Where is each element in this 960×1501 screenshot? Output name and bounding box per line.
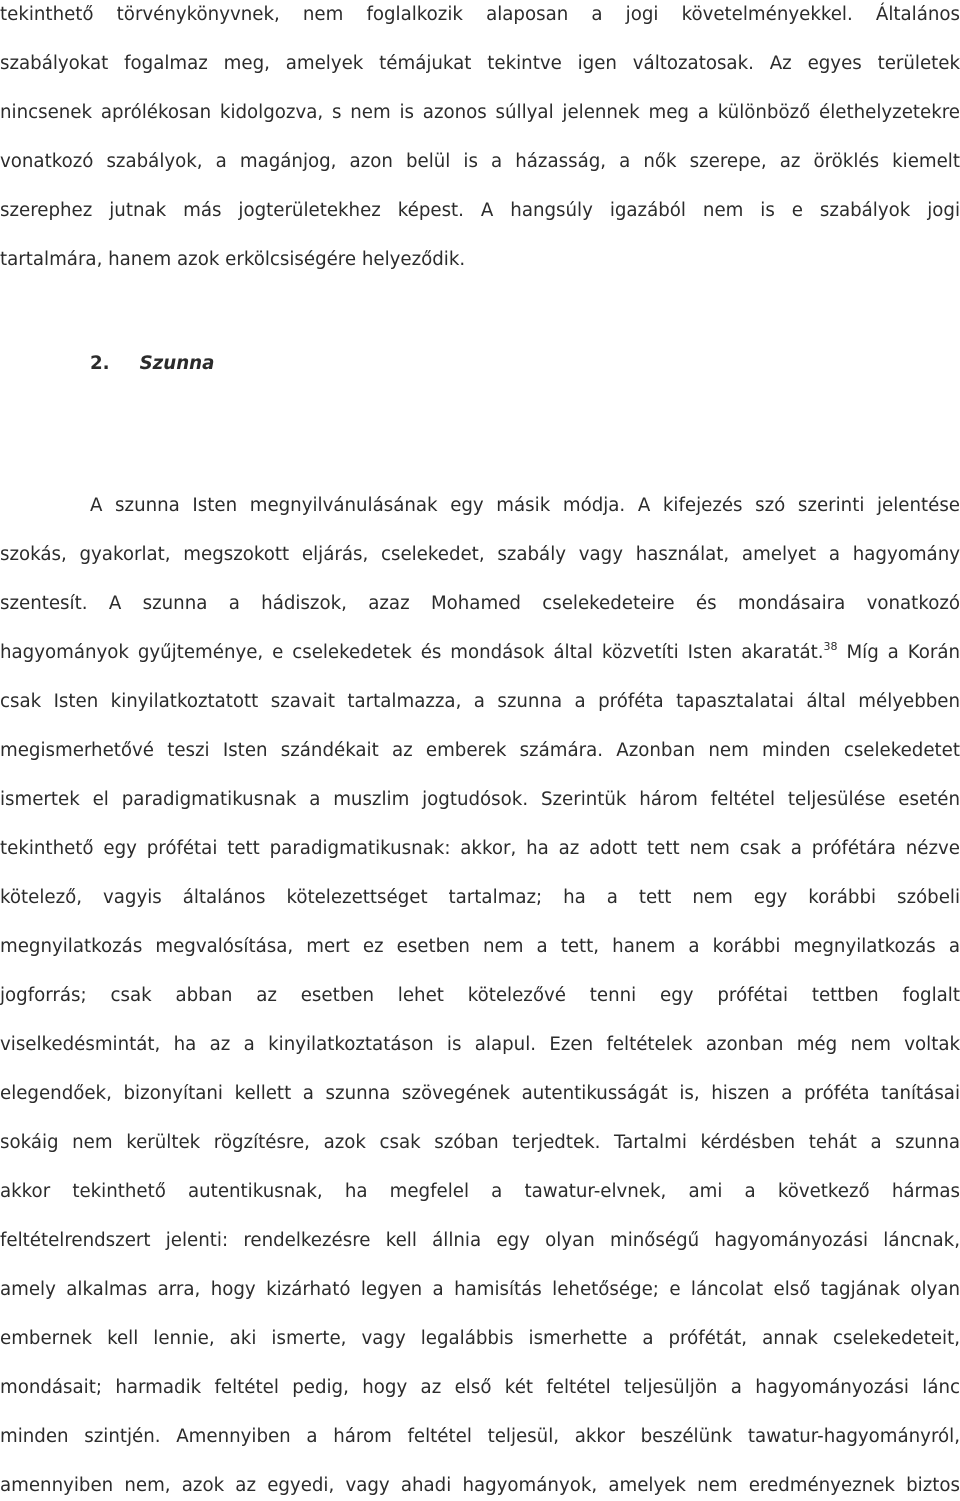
- text-line: jogforrás; csak abban az esetben lehet kötelezővé tenni egy prófétai tettben foglalt: [0, 985, 960, 1006]
- text-line: amennyiben nem, azok az egyedi, vagy ahadi hagyományok, amelyek nem eredményeznek biztos: [0, 1475, 960, 1496]
- section-heading: [90, 349, 214, 379]
- text-line: A szunna Isten megnyilvánulásának egy másik módja. A kifejezés szó szerinti jelentése: [90, 495, 960, 516]
- text-line: vonatkozó szabályok, a magánjog, azon belül is a házasság, a nők szerepe, az öröklés kiemelt: [0, 151, 960, 172]
- text-line: feltételrendszert jelenti: rendelkezésre kell állnia egy olyan minőségű hagyományozási láncnak,: [0, 1230, 960, 1251]
- text-line: megismerhetővé teszi Isten szándékait az emberek számára. Azonban nem minden cselekedetet: [0, 740, 960, 761]
- text-line: megnyilatkozás megvalósítása, mert ez esetben nem a tett, hanem a korábbi megnyilatkozás a: [0, 936, 960, 957]
- text-line-with-footnote: [0, 638, 960, 668]
- section-title: Szunna: [139, 353, 215, 374]
- text-line: ismertek el paradigmatikusnak a muszlim jogtudósok. Szerintük három feltétel teljesülése esetén: [0, 789, 960, 810]
- text-line: szabályokat fogalmaz meg, amelyek témájukat tekintve igen változatosak. Az egyes területek: [0, 53, 960, 74]
- text-line: embernek kell lennie, aki ismerte, vagy legalábbis ismerhette a prófétát, annak cselekedeteit,: [0, 1328, 960, 1349]
- text-line: szerephez jutnak más jogterületekhez képest. A hangsúly igazából nem is e szabályok jogi: [0, 200, 960, 221]
- text-line: sokáig nem kerültek rögzítésre, azok csak szóban terjedtek. Tartalmi kérdésben tehát a szunna: [0, 1132, 960, 1153]
- text-line: szokás, gyakorlat, megszokott eljárás, cselekedet, szabály vagy használat, amelyet a hagyomány: [0, 544, 960, 565]
- footnote-reference[interactable]: 38: [823, 640, 838, 653]
- text-line: csak Isten kinyilatkoztatott szavait tartalmazza, a szunna a próféta tapasztalatai által mélyebben: [0, 691, 960, 712]
- text-line: amely alkalmas arra, hogy kizárható legyen a hamisítás lehetősége; e láncolat első tagjának olyan: [0, 1279, 960, 1300]
- text-segment: Míg a Korán: [846, 642, 960, 663]
- text-line: viselkedésmintát, ha az a kinyilatkoztatáson is alapul. Ezen feltételek azonban még nem voltak: [0, 1034, 960, 1055]
- section-number: 2.: [90, 353, 110, 374]
- text-line: tekinthető törvénykönyvnek, nem foglalkozik alaposan a jogi követelményekkel. Általános: [0, 4, 960, 25]
- text-line: kötelező, vagyis általános kötelezettséget tartalmaz; ha a tett nem egy korábbi szóbeli: [0, 887, 960, 908]
- text-line: tartalmára, hanem azok erkölcsiségére helyeződik.: [0, 249, 466, 270]
- text-line: akkor tekinthető autentikusnak, ha megfelel a tawatur-elvnek, ami a következő hármas: [0, 1181, 960, 1202]
- text-line: tekinthető egy prófétai tett paradigmatikusnak: akkor, ha az adott tett nem csak a prófétára nézve: [0, 838, 960, 859]
- text-line: minden szintjén. Amennyiben a három feltétel teljesül, akkor beszélünk tawatur-hagyományról,: [0, 1426, 960, 1447]
- text-line: nincsenek aprólékosan kidolgozva, s nem is azonos súllyal jelennek meg a különböző élethelyzetekre: [0, 102, 960, 123]
- text-line: elegendőek, bizonyítani kellett a szunna szövegének autentikusságát is, hiszen a próféta tanításai: [0, 1083, 960, 1104]
- text-segment: hagyományok gyűjteménye, e cselekedetek és mondások által közvetíti Isten akaratát.: [0, 642, 824, 663]
- text-line: mondásait; harmadik feltétel pedig, hogy az első két feltétel teljesüljön a hagyományozási lánc: [0, 1377, 960, 1398]
- text-line: szentesít. A szunna a hádiszok, azaz Mohamed cselekedeteire és mondásaira vonatkozó: [0, 593, 960, 614]
